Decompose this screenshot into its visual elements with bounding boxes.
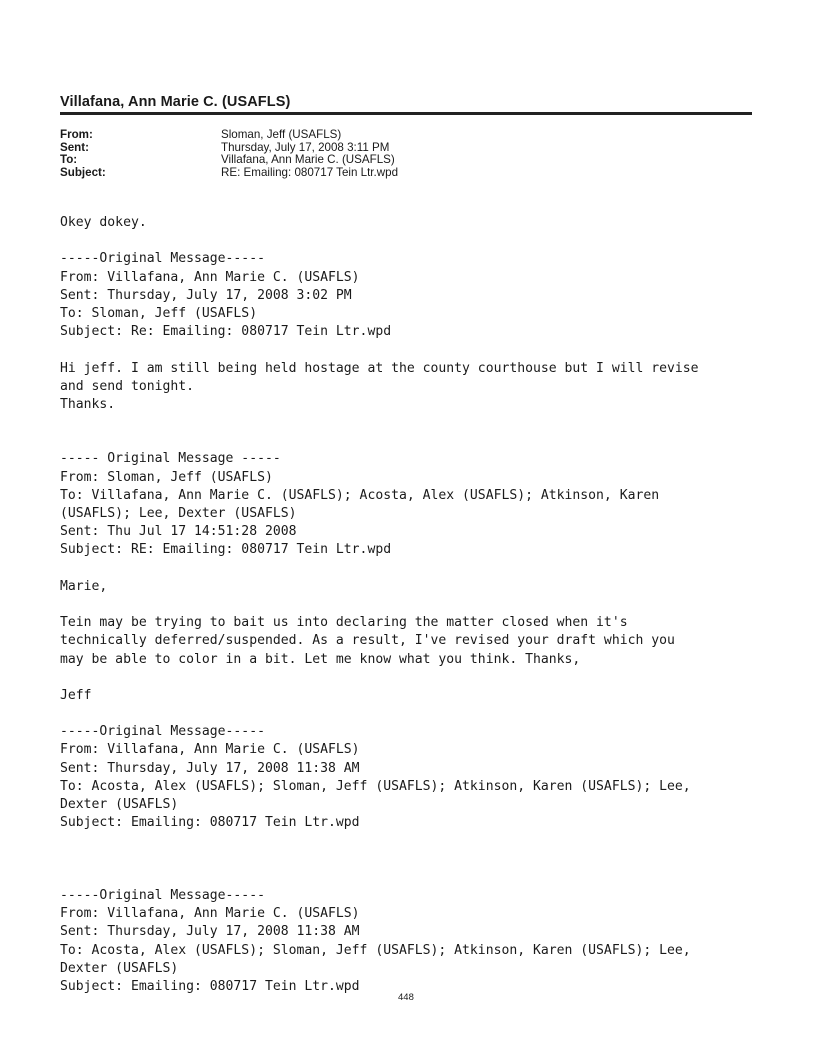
body-line: Sent: Thursday, July 17, 2008 3:02 PM [60,287,352,303]
body-line: -----Original Message----- [60,251,265,267]
body-line: and send tonight. [60,378,195,394]
field-label: Sent: [60,140,89,154]
body-line [60,851,800,869]
field-label: To: [60,153,78,167]
body-line: Thanks. [60,396,116,412]
header-rule [60,112,752,115]
body-line [60,560,800,578]
body-line [60,669,800,687]
body-line: From: Villafana, Ann Marie C. (USAFLS) [60,269,360,285]
email-body [60,214,800,996]
body-line: -----Original Message----- [60,724,265,740]
body-line [60,432,800,450]
email-header-fields [60,129,398,179]
field-row-from [60,129,398,142]
body-line: From: Sloman, Jeff (USAFLS) [60,469,273,485]
body-line: To: Villafana, Ann Marie C. (USAFLS); Acosta, Alex (USAFLS); Atkinson, Karen [60,487,660,503]
field-label: Subject: [60,165,106,179]
body-line [60,414,800,432]
body-line: Subject: Re: Emailing: 080717 Tein Ltr.wpd [60,324,392,340]
body-line [60,232,800,250]
body-line: Marie, [60,578,108,594]
body-line: From: Villafana, Ann Marie C. (USAFLS) [60,906,360,922]
body-line: Sent: Thursday, July 17, 2008 11:38 AM [60,924,360,940]
body-line [60,869,800,887]
body-line [60,705,800,723]
body-line: Okey dokey. [60,215,147,230]
body-line: Dexter (USAFLS) [60,960,179,976]
body-line: To: Acosta, Alex (USAFLS); Sloman, Jeff (USAFLS); Atkinson, Karen (USAFLS); Lee, [60,778,691,794]
body-line [60,341,800,359]
body-line: Hi jeff. I am still being held hostage at the county courthouse but I will revise [60,360,699,376]
body-line: technically deferred/suspended. As a result, I've revised your draft which you [60,633,675,649]
body-line: Sent: Thu Jul 17 14:51:28 2008 [60,524,297,540]
body-line: Sent: Thursday, July 17, 2008 11:38 AM [60,760,360,776]
body-line: Subject: Emailing: 080717 Tein Ltr.wpd [60,815,360,831]
body-line: Dexter (USAFLS) [60,797,179,812]
field-value: RE: Emailing: 080717 Tein Ltr.wpd [221,165,399,179]
body-line: From: Villafana, Ann Marie C. (USAFLS) [60,742,360,758]
field-row-subject [60,167,398,180]
body-line: (USAFLS); Lee, Dexter (USAFLS) [60,506,297,521]
body-line: ----- Original Message ----- [60,451,281,467]
body-line: -----Original Message----- [60,887,265,903]
body-line: Tein may be trying to bait us into declaring the matter closed when it's [60,615,628,631]
body-line: may be able to color in a bit. Let me know what you think. Thanks, [60,651,581,667]
page-number: 448 [398,992,414,1003]
body-line: To: Sloman, Jeff (USAFLS) [60,305,258,321]
field-value: Thursday, July 17, 2008 3:11 PM [221,140,390,154]
body-line: Subject: Emailing: 080717 Tein Ltr.wpd [60,978,360,994]
body-line: Subject: RE: Emailing: 080717 Tein Ltr.wpd [60,542,392,558]
body-line [60,596,800,614]
body-line: Jeff [60,687,92,703]
field-value: Villafana, Ann Marie C. (USAFLS) [221,153,395,167]
field-label: From: [60,128,93,141]
header-name: Villafana, Ann Marie C. (USAFLS) [60,94,291,110]
body-line [60,832,800,850]
field-value: Sloman, Jeff (USAFLS) [221,128,342,141]
field-row-to [60,154,398,167]
body-line: To: Acosta, Alex (USAFLS); Sloman, Jeff (USAFLS); Atkinson, Karen (USAFLS); Lee, [60,942,691,958]
